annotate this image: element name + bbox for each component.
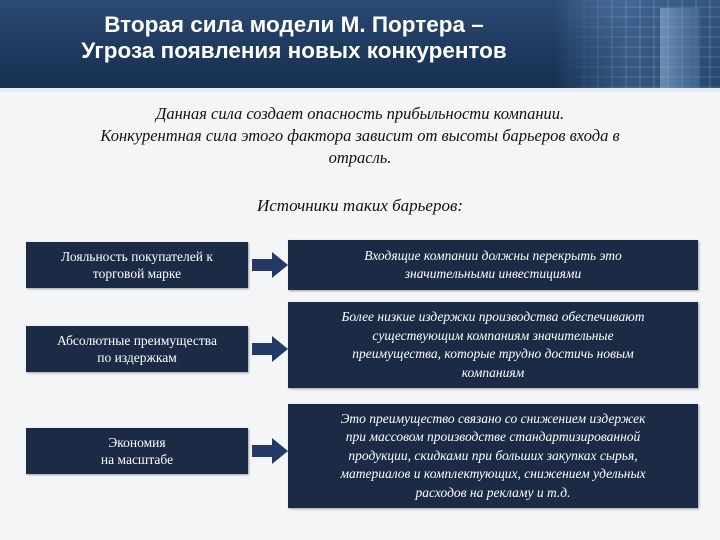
explanation-box-economies-of-scale [288, 404, 698, 508]
barrier-label-line: Экономия [108, 435, 166, 450]
explanation-line: значительными инвестициями [404, 266, 582, 281]
right-arrow-icon [252, 252, 288, 278]
sources-heading: Источники таких барьеров: [256, 196, 463, 215]
intro-text [20, 103, 700, 169]
explanation-line: при массовом производстве стандартизированной [345, 429, 641, 445]
barrier-box-economies-of-scale [26, 428, 248, 474]
intro-line-3: отрасль. [328, 148, 392, 167]
right-arrow-icon [252, 438, 288, 464]
header-banner [0, 0, 720, 88]
explanation-line: продукции, скидками при больших закупках сырья, [348, 447, 638, 463]
explanation-line: Входящие компании должны перекрыть это [364, 247, 622, 263]
barrier-label-line: Лояльность покупателей к [61, 249, 213, 264]
explanation-line: преимущества, которые трудно достичь новым [352, 346, 634, 361]
intro-line-1: Данная сила создает опасность прибыльности компании. [155, 104, 565, 123]
right-arrow-icon [252, 336, 288, 362]
barrier-label-line: на масштабе [100, 452, 174, 467]
explanation-line: существующим компаниям значительные [372, 327, 614, 343]
explanation-box-brand-loyalty [288, 240, 698, 290]
barrier-box-brand-loyalty [26, 242, 248, 288]
explanation-line: Это преимущество связано со снижением издержек [340, 410, 646, 426]
slide-title [14, 12, 574, 64]
explanation-box-cost-advantage [288, 302, 698, 388]
barrier-label-line: по издержкам [97, 350, 177, 365]
explanation-line: расходов на рекламу и т.д. [415, 484, 571, 500]
header-divider [0, 88, 720, 92]
explanation-line: Более низкие издержки производства обеспечивают [341, 309, 645, 324]
title-line-2: Угроза появления новых конкурентов [81, 38, 507, 63]
barrier-label-line: торговой марке [92, 266, 182, 281]
explanation-line: материалов и комплектующих, снижением удельных [340, 466, 646, 482]
title-line-1: Вторая сила модели М. Портера – [104, 12, 484, 37]
building-tower-decoration [660, 8, 700, 88]
intro-line-2: Конкурентная сила этого фактора зависит от высоты барьеров входа в [100, 126, 620, 145]
barrier-label-line: Абсолютные преимущества [57, 333, 217, 348]
explanation-line: компаниям [461, 364, 525, 380]
barrier-box-cost-advantage [26, 326, 248, 372]
